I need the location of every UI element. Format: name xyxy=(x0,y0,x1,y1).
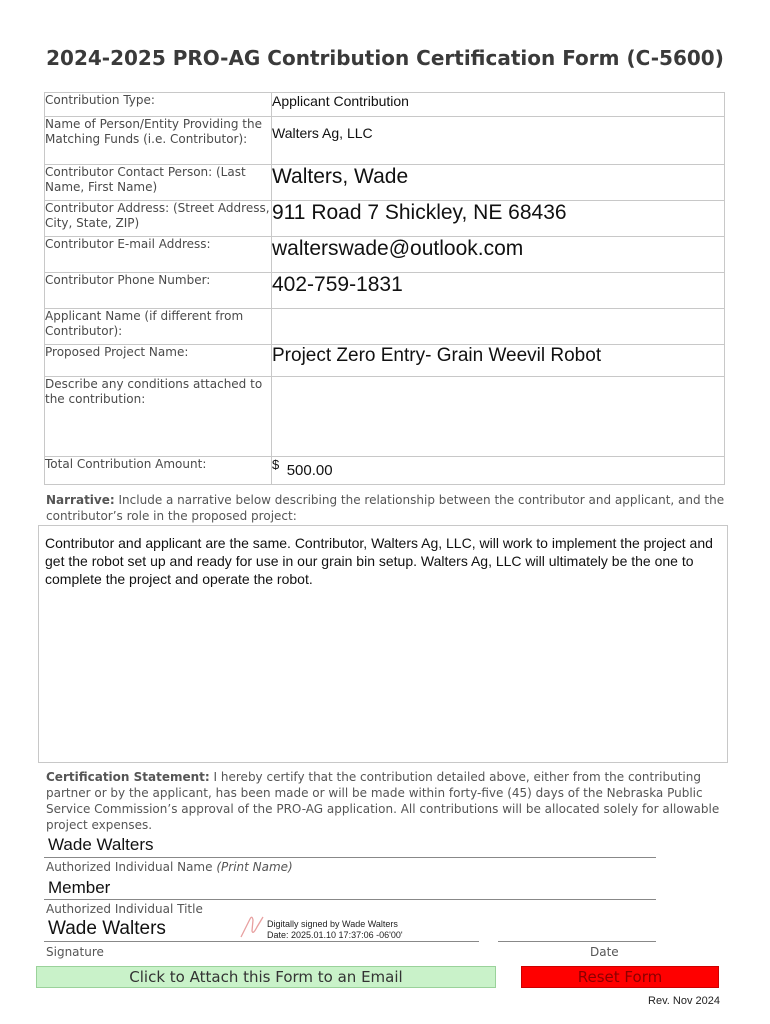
digital-signature-info xyxy=(267,919,403,941)
digital-signature-icon xyxy=(238,913,266,941)
certification-text: I hereby certify that the contribution detailed above, either from the contributing partner or by the applicant, has been made or will be made within forty-five (45) days of the Nebraska Public Service Commission’s approval of the PRO-AG application. All contributions will be allocated solely for allowable project expenses. xyxy=(46,770,720,832)
revision-note: Rev. Nov 2024 xyxy=(648,995,720,1007)
form-title: 2024-2025 PRO-AG Contribution Certification Form (C-5600) xyxy=(46,46,724,70)
attach-email-button[interactable]: Click to Attach this Form to an Email xyxy=(36,966,496,988)
person-entity-label: Name of Person/Entity Providing the Matching Funds (i.e. Contributor): xyxy=(45,117,272,165)
currency-symbol: $ xyxy=(272,457,280,472)
title-line xyxy=(44,899,656,900)
name-label-text: Authorized Individual Name xyxy=(46,860,213,874)
total-amount-label: Total Contribution Amount: xyxy=(45,457,272,485)
email-label: Contributor E-mail Address: xyxy=(45,237,272,273)
phone-field[interactable]: 402-759-1831 xyxy=(272,273,725,309)
project-name-field[interactable]: Project Zero Entry- Grain Weevil Robot xyxy=(272,345,725,377)
person-entity-field[interactable]: Walters Ag, LLC xyxy=(272,117,725,165)
applicant-name-label: Applicant Name (if different from Contributor): xyxy=(45,309,272,345)
conditions-field[interactable] xyxy=(272,377,725,457)
contribution-type-label: Contribution Type: xyxy=(45,93,272,117)
authorized-name-field[interactable]: Wade Walters xyxy=(48,835,154,854)
digital-signature-line1: Digitally signed by Wade Walters xyxy=(267,919,398,929)
conditions-label: Describe any conditions attached to the contribution: xyxy=(45,377,272,457)
authorized-title-label: Authorized Individual Title xyxy=(46,902,203,916)
name-label-hint: (Print Name) xyxy=(216,860,293,874)
contribution-table xyxy=(44,92,725,485)
signature-label: Signature xyxy=(46,945,104,959)
narrative-field[interactable]: Contributor and applicant are the same. Contributor, Walters Ag, LLC, will work to implement the project and get the robot set up and ready for use in our grain bin setup. Walters Ag, LLC will ultimately be the one to complete the project and operate the robot. xyxy=(38,525,728,763)
authorized-title-field[interactable]: Member xyxy=(48,878,111,897)
contact-person-field[interactable]: Walters, Wade xyxy=(272,165,725,201)
signature-line xyxy=(44,941,479,942)
date-label: Date xyxy=(590,945,619,959)
signature-field[interactable]: Wade Walters xyxy=(48,918,166,939)
narrative-title: Narrative: xyxy=(46,493,115,507)
phone-label: Contributor Phone Number: xyxy=(45,273,272,309)
date-line xyxy=(498,941,656,942)
certification-title: Certification Statement: xyxy=(46,770,210,784)
contact-person-label: Contributor Contact Person: (Last Name, First Name) xyxy=(45,165,272,201)
email-field[interactable]: walterswade@outlook.com xyxy=(272,237,725,273)
contribution-type-field[interactable]: Applicant Contribution xyxy=(272,93,725,117)
narrative-instructions: Include a narrative below describing the relationship between the contributor and applicant, and the contributor’s role in the proposed project: xyxy=(46,493,725,523)
address-field[interactable]: 911 Road 7 Shickley, NE 68436 xyxy=(272,201,725,237)
name-line xyxy=(44,857,656,858)
total-amount-value: 500.00 xyxy=(286,462,333,479)
reset-form-button[interactable]: Reset Form xyxy=(521,966,719,988)
narrative-heading xyxy=(46,492,726,524)
address-label: Contributor Address: (Street Address, City, State, ZIP) xyxy=(45,201,272,237)
certification-statement xyxy=(46,769,726,833)
total-amount-field[interactable] xyxy=(272,457,725,485)
project-name-label: Proposed Project Name: xyxy=(45,345,272,377)
digital-signature-line2: Date: 2025.01.10 17:37:06 -06'00' xyxy=(267,930,403,940)
applicant-name-field[interactable] xyxy=(272,309,725,345)
authorized-name-label xyxy=(46,860,293,874)
